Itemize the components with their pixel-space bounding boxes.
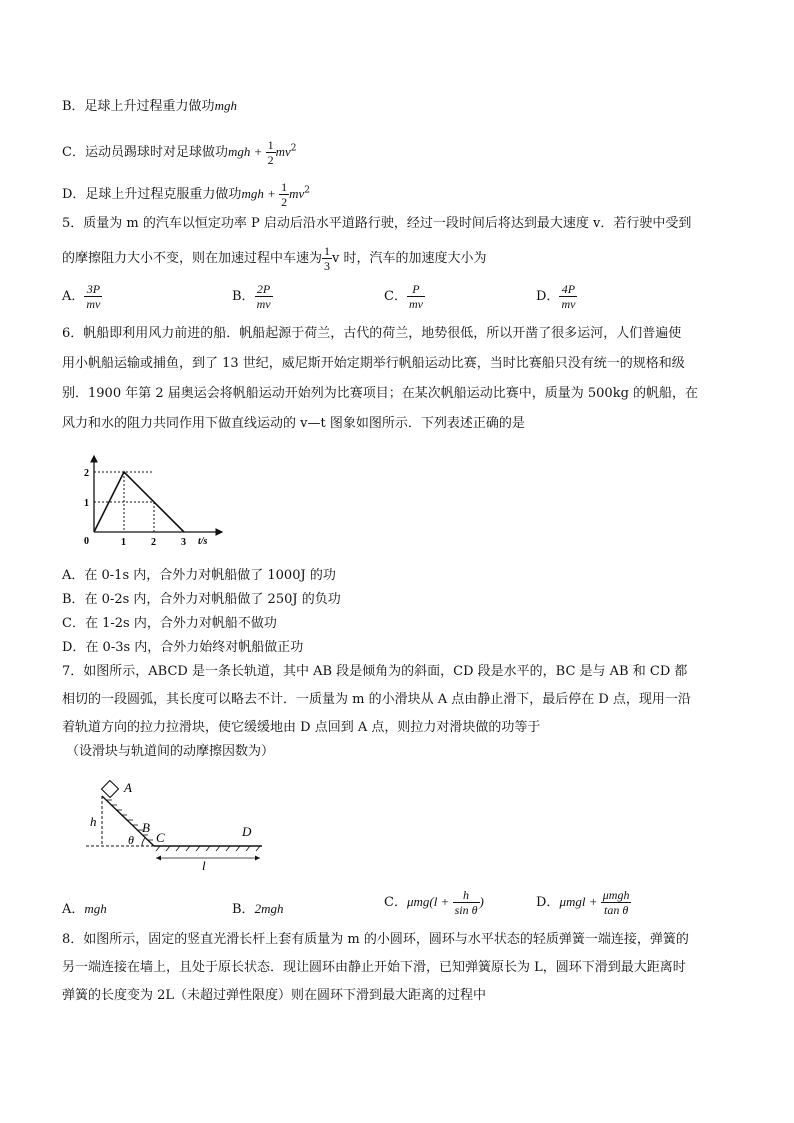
frac-den: 3 — [324, 259, 331, 273]
frac-den: tan θ — [603, 903, 629, 917]
frac-num: 3P — [84, 282, 102, 297]
frac-num: 1 — [281, 180, 288, 194]
frac-den: sin θ — [454, 903, 478, 917]
q4-option-c-text: C．运动员踢球时对足球做功 — [62, 145, 228, 160]
origin-label: 0 — [84, 536, 89, 547]
frac-num: 4P — [559, 282, 577, 297]
frac-den: mv — [561, 297, 576, 311]
q8-stem-line3: 弹簧的长度变为 2L（未超过弹性限度）则在圆环下滑到最大距离的过程中 — [62, 988, 487, 1003]
q6-stem-line2: 用小帆船运输或捕鱼，到了 13 世纪，威尼斯开始定期举行帆船运动比赛，当时比赛船只没有统一的规格和级 — [62, 356, 685, 371]
q6-stem-line4: 风力和水的阻力共同作用下做直线运动的 v—t 图象如图所示．下列表述正确的是 — [62, 416, 525, 431]
q4-option-b-text: B．足球上升过程重力做功 — [62, 99, 215, 114]
q4-option-c — [62, 138, 297, 167]
y-tick-label: 2 — [84, 468, 89, 479]
q4-option-d-frac — [279, 180, 289, 209]
label-theta: θ — [128, 833, 134, 847]
y-tick-label: 1 — [84, 498, 89, 509]
option-frac — [255, 282, 273, 311]
option-expr: 2mgh — [254, 901, 284, 916]
vt-chart — [82, 452, 232, 556]
superscript: 2 — [290, 143, 297, 154]
guide-lines — [94, 472, 154, 532]
option-label: B． — [232, 902, 255, 917]
q4-option-d-tail: mv — [289, 186, 305, 201]
q6-option-a: A．在 0-1s 内，合外力对帆船做了 1000J 的功 — [62, 568, 336, 583]
frac-num: 2P — [255, 282, 273, 297]
frac-den: mv — [408, 297, 423, 311]
q4-option-d — [62, 180, 310, 209]
track-hatching — [156, 846, 260, 851]
q7-option-d — [536, 888, 631, 917]
label-d: D — [242, 824, 252, 839]
q5-stem-line1: 5．质量为 m 的汽车以恒定功率 P 启动后沿水平道路行驶，经过一段时间后将达到最大速度 v．若行驶中受到 — [62, 216, 692, 231]
label-l: l — [202, 858, 206, 870]
option-label: A． — [62, 289, 85, 304]
option-label: C． — [384, 895, 407, 910]
tick-labels — [84, 468, 186, 548]
slider-block — [102, 781, 119, 798]
q6-stem-line3: 别．1900 年第 2 届奥运会将帆船运动开始列为比赛项目；在某次帆船运动比赛中，质量为 500kg 的帆船，在 — [62, 386, 699, 401]
option-label: D． — [536, 289, 560, 304]
q8-stem-line2: 另一端连接在墙上，且处于原长状态．现让圆环由静止开始下滑，已知弹簧原长为 L，圆环下滑到最大距离时 — [62, 960, 686, 975]
q7-option-a — [62, 898, 107, 917]
q5-stem-line2 — [62, 244, 487, 273]
option-frac — [84, 282, 102, 311]
q5-option-a — [62, 282, 102, 311]
q4-option-b-expr: mgh — [214, 98, 237, 113]
q7-stem-line4: （设滑块与轨道间的动摩擦因数为） — [66, 744, 275, 759]
q6-option-d: D．在 0-3s 内，合外力始终对帆船做正功 — [62, 640, 304, 655]
frac-num: P — [407, 282, 425, 297]
frac-num: 1 — [267, 138, 274, 152]
frac-num: h — [453, 888, 480, 903]
frac-num: 1 — [324, 244, 331, 258]
option-label: A． — [62, 902, 85, 917]
label-b: B — [142, 820, 150, 835]
q5-stem-line2a: 的摩擦阻力大小不变，则在加速过程中车速为 — [62, 251, 323, 266]
x-tick-label: 2 — [151, 537, 156, 548]
option-expr-pre: μmgl + — [559, 894, 601, 909]
q6-option-c: C．在 1-2s 内，合外力对帆船不做功 — [62, 616, 277, 631]
q5-option-d — [536, 282, 577, 311]
q4-option-c-tail: mv — [275, 144, 291, 159]
q5-option-c — [384, 282, 425, 311]
q7-option-c — [384, 888, 484, 917]
option-expr-post: ) — [479, 894, 484, 909]
q5-speed-frac — [322, 244, 332, 273]
q7-stem-line1: 7．如图所示，ABCD 是一条长轨道，其中 AB 段是倾角为的斜面，CD 段是水平的，BC 是与 AB 和 CD 都 — [62, 664, 688, 679]
option-label: D． — [536, 895, 560, 910]
label-a: A — [124, 780, 132, 795]
label-h: h — [90, 814, 97, 829]
q6-option-b: B．在 0-2s 内，合外力对帆船做了 250J 的负功 — [62, 592, 341, 607]
frac-den: mv — [86, 297, 101, 311]
frac-den: 2 — [281, 195, 288, 209]
q4-option-b — [62, 96, 237, 117]
x-tick-label: 1 — [121, 537, 126, 548]
q4-option-c-expr: mgh + — [227, 144, 266, 159]
q7-stem-line2: 相切的一段圆弧，其长度可以略去不计．一质量为 m 的小滑块从 A 点由静止滑下，最后停在 D 点，现用一沿 — [62, 692, 691, 707]
q7-option-b — [232, 898, 283, 917]
q8-stem-line1: 8．如图所示，固定的竖直光滑长杆上套有质量为 m 的小圆环，圆环与水平状态的轻质弹簧一端连接，弹簧的 — [62, 932, 689, 947]
incline-track-figure — [84, 780, 274, 870]
q4-option-c-frac — [266, 138, 276, 167]
x-tick-label: 3 — [181, 537, 186, 548]
q6-stem-line1: 6．帆船即利用风力前进的船．帆船起源于荷兰，古代的荷兰，地势很低，所以开凿了很多运河，人们普遍使 — [62, 326, 682, 341]
x-axis-label: t/s — [198, 536, 208, 547]
option-frac — [601, 888, 632, 917]
angle-arc — [142, 838, 145, 846]
q4-option-d-expr: mgh + — [241, 186, 280, 201]
option-expr-pre: μmg(l + — [406, 894, 453, 909]
frac-num: μmgh — [602, 888, 630, 902]
option-label: B． — [232, 289, 255, 304]
option-label: C． — [384, 289, 407, 304]
label-c: C — [156, 830, 165, 845]
option-frac — [559, 282, 577, 311]
frac-den: mv — [256, 297, 271, 311]
frac-den: 2 — [267, 153, 274, 167]
superscript: 2 — [304, 185, 311, 196]
q7-stem-line3: 着轨道方向的拉力拉滑块，使它缓缓地由 D 点回到 A 点，则拉力对滑块做的功等于 — [62, 720, 541, 735]
q4-option-d-text: D．足球上升过程克服重力做功 — [62, 187, 242, 202]
option-expr: mgh — [84, 901, 107, 916]
q5-stem-line2b: v 时，汽车的加速度大小为 — [332, 251, 487, 266]
q5-option-b — [232, 282, 273, 311]
option-frac — [453, 888, 480, 917]
option-frac — [407, 282, 425, 311]
